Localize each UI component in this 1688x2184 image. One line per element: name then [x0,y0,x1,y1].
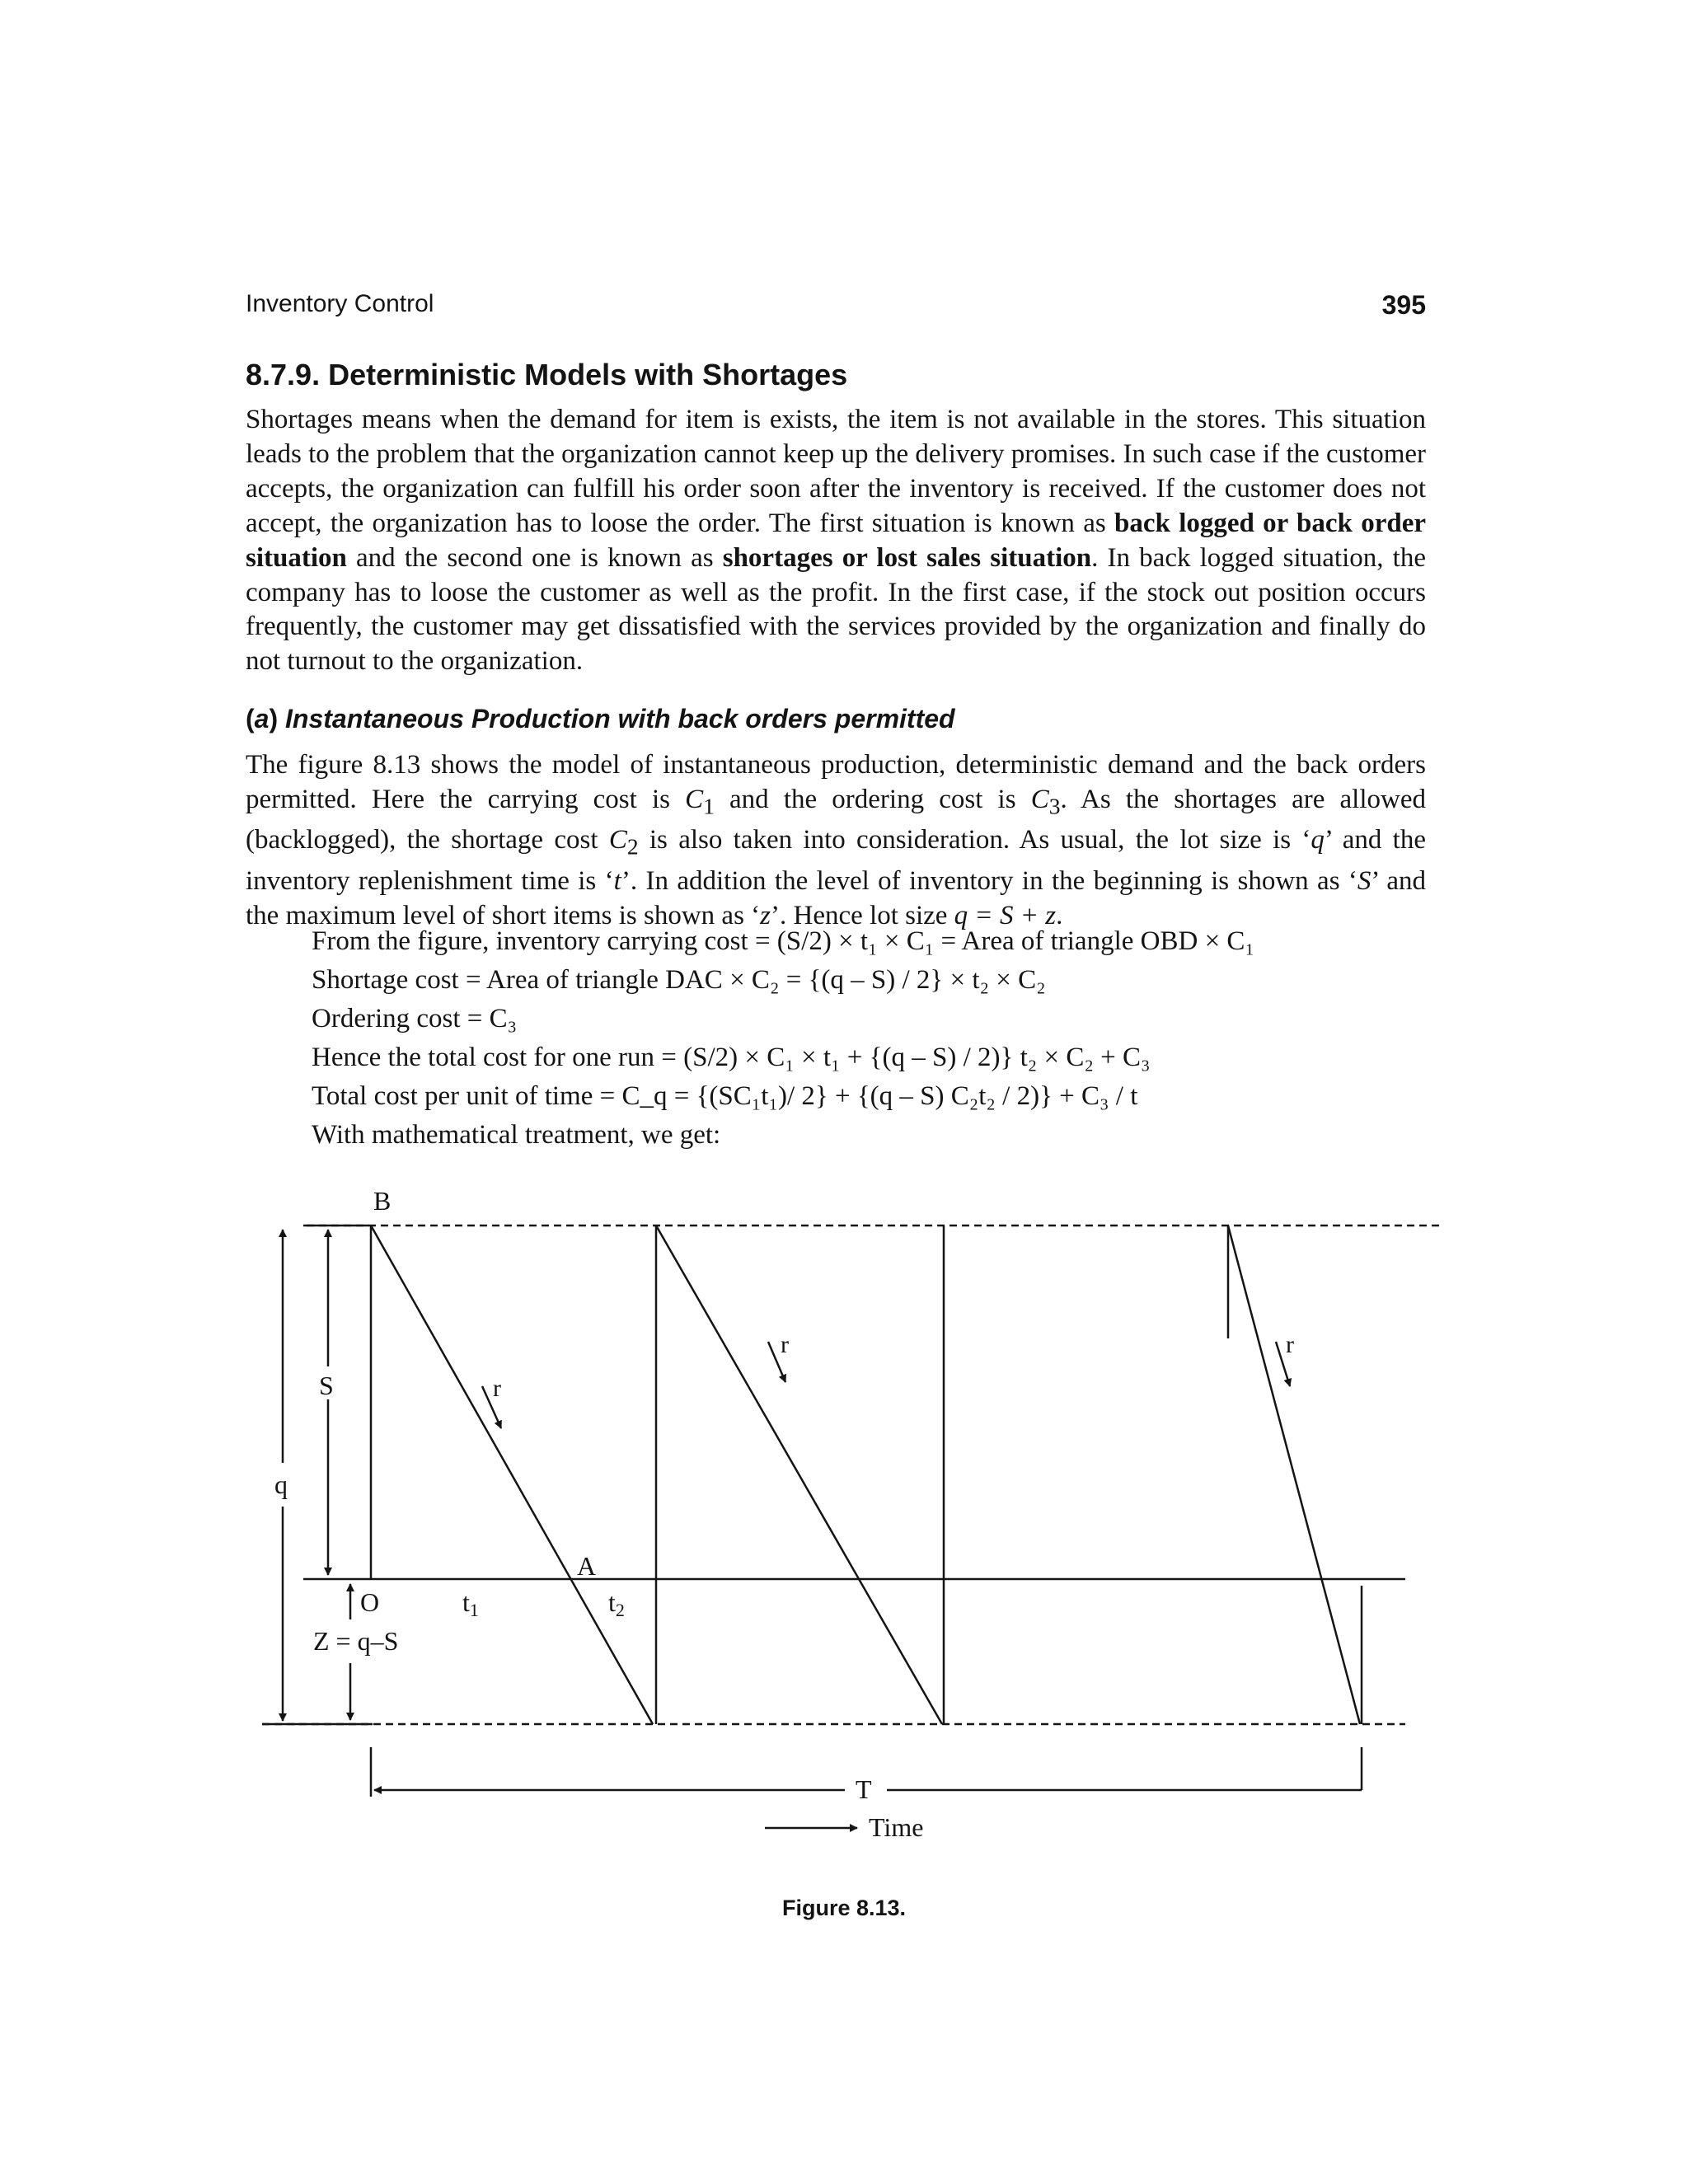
inventory-shortage-diagram [0,1170,1688,1879]
intro-bold-lost-sales: shortages or lost sales situation [722,542,1092,573]
label-t2 [608,1587,625,1620]
lot-size-equation: q = S + z [954,900,1057,930]
model-text: ’ and the maximum level of short items is shown as ‘ [246,865,1427,930]
equation-carrying-cost: From the figure, inventory carrying cost = (S/2) × t₁ × C₁ = Area of triangle OBD × C₁ [312,926,1254,956]
intro-text-3: . In back logged situation, the company has to loose the customer as well as the profit. In the first case, if the stock out position occurs frequently, the customer may get dissatisfied with the services provided by the organization and finally do not turnout to the organization. [246,542,1426,677]
figure-caption: Figure 8.13. [781,1896,907,1920]
model-text: ’. In addition the level of inventory in the beginning is shown as ‘ [621,865,1357,896]
symbol-z: z [760,900,771,930]
label-b: B [373,1186,392,1216]
label-q: q [274,1469,288,1499]
intro-text-2: and the second one is known as [346,542,723,573]
model-text: is also taken into consideration. As usual, the lot size is ‘ [638,825,1311,855]
model-text: ’ and the inventory replenishment time is ‘ [246,825,1426,896]
equation-shortage-cost: Shortage cost = Area of triangle DAC × C₂ = {(q – S) / 2} × t₂ × C₂ [312,965,1046,995]
subsection-paren-open: ( [246,704,255,733]
label-r-1: r [493,1375,501,1402]
equation-total-cost-run: Hence the total cost for one run = (S/2) × C₁ × t₁ + {(q – S) / 2)} t₂ × C₂ + C₃ [312,1043,1151,1072]
depletion-line-2 [656,1226,942,1724]
cost-equations [312,922,1432,1155]
equation-total-cost-unit-time: Total cost per unit of time = C_q = {(SC₁t₁)/ 2} + {(q – S) C₂t₂ / 2)} + C₃ / t [312,1081,1138,1111]
label-t1-sub: 1 [469,1600,479,1620]
equation-intro-result: With mathematical treatment, we get: [312,1120,721,1150]
running-head-title: Inventory Control [246,290,434,317]
section-title: 8.7.9. Deterministic Models with Shortages [246,358,848,391]
label-t: T [856,1774,872,1804]
label-s: S [319,1371,334,1400]
intro-bold-back-order: back logged or back order situation [246,508,1426,573]
subsection-heading [246,704,955,734]
symbol-c3: C [1030,784,1049,814]
model-text: . As the shortages are allowed (backlogged), the shortage cost [246,784,1426,855]
equation-ordering-cost: Ordering cost = C₃ [312,1004,518,1033]
label-a: A [577,1551,597,1581]
symbol-q: q [1311,825,1325,855]
subsection-letter: a [254,704,270,733]
label-t1 [462,1587,479,1620]
model-text: . [1056,900,1063,930]
symbol-c2: C [608,825,627,855]
label-r-2: r [781,1331,789,1358]
depletion-line-1 [371,1226,653,1724]
label-t2-sub: 2 [615,1600,625,1620]
page-number: 395 [1381,290,1426,320]
symbol-c1-sub: 1 [703,793,715,819]
symbol-s: S [1357,865,1372,896]
subsection-title: Instantaneous Production with back orders permitted [278,704,955,733]
symbol-c3-sub: 3 [1048,793,1061,819]
depletion-line-3 [1228,1226,1360,1724]
label-time: Time [869,1812,924,1842]
model-text: ’. Hence lot size [771,900,954,930]
symbol-c2-sub: 2 [626,834,639,860]
model-text: The figure 8.13 shows the model of instantaneous production, deterministic demand and the back orders permitted. Here the carrying cost is [246,750,1426,814]
label-z: Z = q–S [313,1626,399,1656]
label-o: O [360,1587,380,1617]
symbol-c1: C [685,784,704,814]
subsection-paren-close: ) [269,704,279,733]
running-head [246,290,1426,326]
label-t2-base: t [608,1587,616,1617]
intro-paragraph [246,403,1426,679]
model-paragraph [246,748,1426,934]
model-text: and the ordering cost is [714,784,1031,814]
symbol-t: t [613,865,621,896]
label-t1-base: t [462,1587,470,1617]
label-r-3: r [1286,1331,1294,1358]
intro-text-1: Shortages means when the demand for item is exists, the item is not available in the stores. This situation leads to the problem that the organization cannot keep up the delivery promises. In such case if the customer accepts, the organization can fulfill his order soon after the inventory is received. If the customer does not accept, the organization has to loose the order. The first situation is known as [246,405,1426,538]
